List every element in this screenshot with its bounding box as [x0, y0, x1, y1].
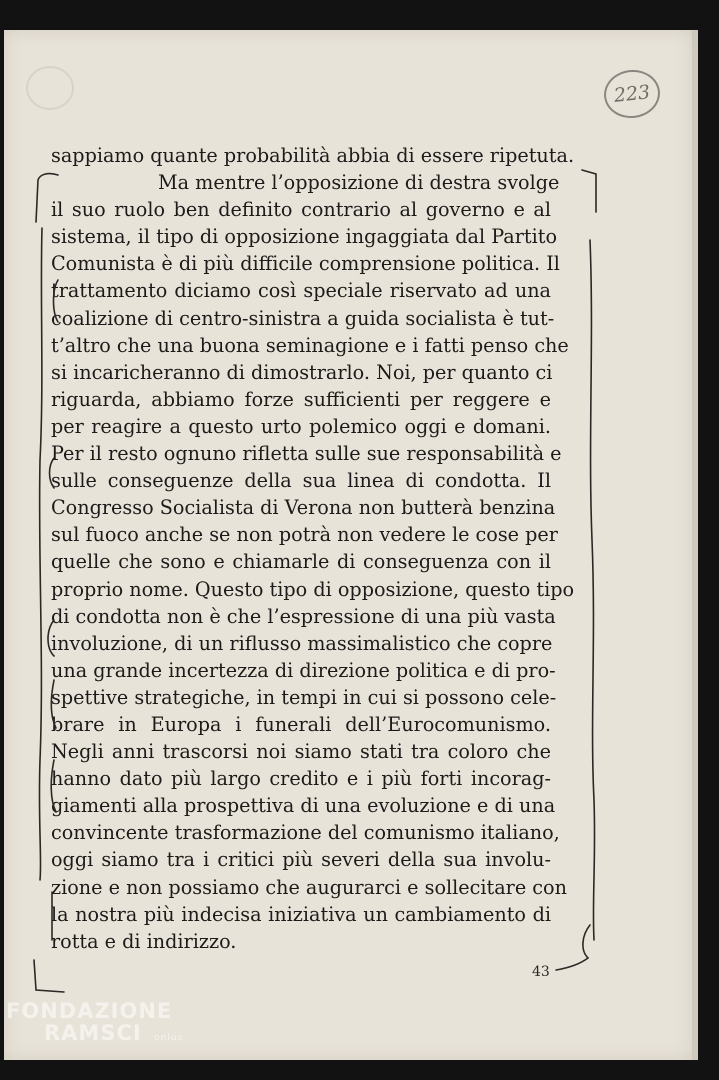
text-line: il suo ruolo ben definito contrario al governo e al	[51, 198, 551, 222]
text-line: sulle conseguenze della sua linea di condotta. Il	[51, 469, 551, 493]
text-line: di condotta non è che l’espressione di una più vasta	[51, 604, 556, 628]
text-line: una grande incertezza di direzione politica e di pro-	[51, 658, 556, 682]
text-line: Per il resto ognuno rifletta sulle sue responsabilità e	[51, 442, 562, 466]
text-line: sappiamo quante probabilità abbia di essere ripetuta.	[51, 144, 575, 167]
text-line: Congresso Socialista di Verona non butterà benzina	[51, 496, 556, 520]
watermark-line1: FONDAZIONE	[6, 999, 173, 1023]
text-line: zione e non possiamo che augurarci e sollecitare con	[51, 875, 567, 899]
text-line: involuzione, di un riflusso massimalistico che copre	[51, 631, 553, 655]
text-line: spettive strategiche, in tempi in cui si possono cele-	[51, 685, 557, 709]
text-line: convincente trasformazione del comunismo italiano,	[51, 821, 560, 845]
archive-number: 223	[612, 81, 652, 107]
text-line: coalizione di centro-sinistra a guida socialista è tut-	[51, 306, 555, 330]
fondazione-gramsci-watermark	[6, 999, 184, 1045]
page-number: 43	[532, 964, 550, 980]
body-text	[51, 142, 575, 955]
text-line: quelle che sono e chiamarle di conseguenza con il	[51, 550, 551, 574]
text-line: oggi siamo tra i critici più severi della sua involu-	[51, 848, 551, 872]
text-line: Negli anni trascorsi noi siamo stati tra coloro che	[51, 740, 551, 764]
page-edge	[692, 30, 698, 1060]
text-line: brare in Europa i funerali dell’Eurocomunismo.	[51, 712, 551, 736]
text-line: per reagire a questo urto polemico oggi e domani.	[51, 414, 551, 438]
text-line: Ma mentre l’opposizione di destra svolge	[158, 171, 560, 195]
text-line: rotta e di indirizzo.	[51, 929, 237, 953]
text-line: riguarda, abbiamo forze sufficienti per reggere e	[51, 387, 551, 411]
text-line: proprio nome. Questo tipo di opposizione, questo tipo	[51, 577, 575, 601]
text-line: t’altro che una buona seminagione e i fatti penso che	[51, 333, 569, 357]
faint-stamp-mark	[26, 66, 74, 110]
watermark-line2: RAMSCI	[44, 1021, 142, 1045]
text-line: sistema, il tipo di opposizione ingaggiata dal Partito	[51, 225, 557, 249]
text-line: Comunista è di più difficile comprensione politica. Il	[51, 252, 560, 276]
text-line: sul fuoco anche se non potrà non vedere le cose per	[51, 523, 558, 547]
text-line: giamenti alla prospettiva di una evoluzione e di una	[51, 794, 556, 818]
text-line: hanno dato più largo credito e i più forti incorag-	[51, 767, 551, 791]
text-line: si incaricheranno di dimostrarlo. Noi, per quanto ci	[51, 360, 553, 384]
text-line: la nostra più indecisa iniziativa un cambiamento di	[51, 902, 551, 926]
text-line: trattamento diciamo così speciale riservato ad una	[51, 279, 551, 303]
watermark-line3: onlus	[154, 1033, 184, 1043]
